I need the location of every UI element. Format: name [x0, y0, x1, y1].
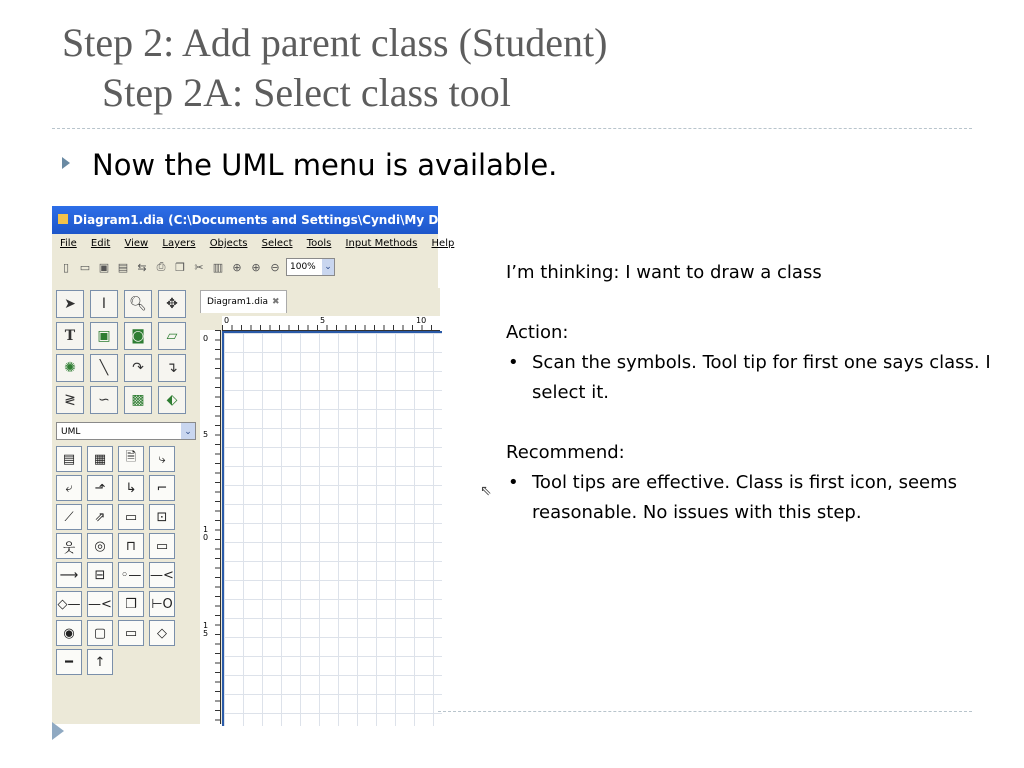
window-titlebar[interactable] [52, 206, 492, 234]
component-icon[interactable]: ⟶ [56, 562, 82, 588]
activity-icon[interactable]: ❒ [118, 591, 144, 617]
action-label: Action: [506, 322, 569, 343]
beziergon-icon[interactable]: ✺ [56, 354, 84, 382]
main-toolbar [52, 254, 438, 280]
image-icon[interactable]: ▩ [124, 386, 152, 414]
action-item: • Scan the symbols. Tool tip for first one says class. I select it. [506, 348, 996, 408]
classicon-icon[interactable]: —< [149, 562, 175, 588]
note-icon[interactable]: 🗎 [118, 446, 144, 472]
cut-icon[interactable]: ✂ [194, 260, 204, 274]
ellipse-icon[interactable]: ◙ [124, 322, 152, 350]
title-divider [52, 128, 972, 129]
paste-icon[interactable]: ▥ [212, 260, 224, 274]
arrow-icon[interactable]: ➤ [56, 290, 84, 318]
save-as-icon[interactable]: ▤ [117, 260, 129, 274]
tab-label: Diagram1.dia [207, 297, 268, 307]
diamond-icon[interactable]: ◇ [149, 620, 175, 646]
zoom-value: 100% [290, 262, 316, 272]
thinking-text: I’m thinking: I want to draw a class [506, 262, 822, 283]
tab-diagram1[interactable] [200, 290, 287, 313]
recommend-item: • Tool tips are effective. Class is first icon, seems reasonable. No issues with this step. [506, 468, 996, 528]
notes-panel [506, 258, 996, 528]
template-class-icon[interactable]: ▦ [87, 446, 113, 472]
diagram-canvas[interactable] [222, 331, 442, 726]
state-icon[interactable]: ◇— [56, 591, 82, 617]
export-icon[interactable]: ⇆ [137, 260, 147, 274]
menu-view[interactable]: View [124, 238, 149, 249]
magnify-icon[interactable]: 🔍︎ [124, 290, 152, 318]
menu-layers[interactable]: Layers [162, 238, 196, 249]
bezier-icon[interactable]: ∽ [90, 386, 118, 414]
corner-arrow-icon [52, 722, 64, 740]
menu-help[interactable]: Help [431, 238, 455, 249]
arc-icon[interactable]: ↷ [124, 354, 152, 382]
dependency-icon[interactable]: ⤷ [149, 446, 175, 472]
zoom-in-icon[interactable]: ⊕ [251, 260, 261, 274]
actor-icon[interactable]: ⊡ [149, 504, 175, 530]
close-icon[interactable]: ✖ [271, 297, 280, 307]
ruler-h-0: 0 [224, 316, 230, 325]
bullet-text: Now the UML menu is available. [92, 148, 558, 182]
menu-edit[interactable]: Edit [90, 238, 111, 249]
initial-state-icon[interactable]: —< [87, 591, 113, 617]
basic-tools-grid [54, 288, 198, 416]
large-package-icon[interactable]: ▭ [118, 504, 144, 530]
copy-icon[interactable]: ❐ [175, 260, 185, 274]
polygon-icon[interactable]: ▱ [158, 322, 186, 350]
ruler-h-10: 10 [416, 316, 427, 325]
print-icon[interactable]: ⎙ [156, 260, 166, 273]
ruler-v-10: 10 [203, 525, 209, 542]
polyline-icon[interactable]: ≷ [56, 386, 84, 414]
zoom-select[interactable] [286, 258, 335, 276]
small-package-icon[interactable]: ⇗ [87, 504, 113, 530]
association-icon[interactable]: ↳ [118, 475, 144, 501]
bar-icon[interactable]: ━ [56, 649, 82, 675]
open-folder-icon[interactable]: ▭ [79, 260, 91, 274]
menu-bar [52, 234, 455, 254]
node-icon[interactable]: ◦— [118, 562, 144, 588]
branch-icon[interactable]: ◉ [56, 620, 82, 646]
up-arrow-icon[interactable]: ↑ [87, 649, 113, 675]
zigzag-icon[interactable]: ↴ [158, 354, 186, 382]
ruler-ticks [222, 325, 440, 330]
component-feature-icon[interactable]: ⊟ [87, 562, 113, 588]
implements-icon[interactable]: ⌐ [149, 475, 175, 501]
text-icon[interactable]: T [56, 322, 84, 350]
recommend-label: Recommend: [506, 442, 625, 463]
sheet-name: UML [61, 427, 81, 437]
vertical-ruler [200, 330, 221, 724]
dia-window [52, 206, 492, 724]
dia-app-icon [58, 214, 68, 224]
zoom-out-icon[interactable]: ⊖ [270, 260, 280, 274]
line-icon[interactable]: ╲ [90, 354, 118, 382]
title-line-1: Step 2: Add parent class (Student) [62, 20, 608, 65]
fork-icon[interactable]: ⊢O [149, 591, 175, 617]
usecase-icon[interactable]: 웃 [56, 533, 82, 559]
main-bullet [62, 148, 557, 182]
menu-select[interactable]: Select [261, 238, 293, 249]
text-cursor-icon[interactable]: I [90, 290, 118, 318]
save-icon[interactable]: ▣ [98, 260, 110, 274]
chevron-down-icon: ⌄ [181, 423, 195, 439]
ruler-h-5: 5 [320, 316, 326, 325]
menu-objects[interactable]: Objects [209, 238, 248, 249]
lifeline-icon[interactable]: ◎ [87, 533, 113, 559]
title-line-2: Step 2A: Select class tool [102, 70, 511, 115]
zoom-fit-icon[interactable]: ⊕ [232, 260, 242, 274]
transition-icon[interactable]: ▢ [87, 620, 113, 646]
menu-input-methods[interactable]: Input Methods [345, 238, 418, 249]
slide-title [62, 18, 607, 118]
ruler-ticks [215, 330, 220, 724]
window-title: Diagram1.dia (C:\Documents and Settings\Cyndi\My Documen [73, 213, 492, 227]
ruler-v-5: 5 [203, 430, 209, 439]
message-icon[interactable]: ▭ [149, 533, 175, 559]
chevron-down-icon: ⌄ [322, 259, 334, 275]
horizontal-ruler [222, 316, 440, 331]
ruler-v-0: 0 [203, 334, 209, 343]
realizes-icon[interactable]: ⤶ [56, 475, 82, 501]
diagram-area [200, 288, 492, 724]
footer-divider [438, 711, 972, 712]
menu-file[interactable]: File [60, 238, 77, 249]
class-icon[interactable]: ▤ [56, 446, 82, 472]
mouse-pointer-icon: ⇖ [480, 483, 492, 499]
bullet-arrow-icon [62, 157, 70, 169]
box-icon[interactable]: ▣ [90, 322, 118, 350]
constraint-icon[interactable]: ⟋ [56, 504, 82, 530]
uml-tools-grid [54, 444, 198, 677]
menu-tools[interactable]: Tools [306, 238, 332, 249]
ruler-v-15: 15 [203, 621, 209, 638]
anchor-icon[interactable]: ▭ [118, 620, 144, 646]
toolbox [54, 288, 198, 677]
object-icon[interactable]: ⊓ [118, 533, 144, 559]
move-icon[interactable]: ✥ [158, 290, 186, 318]
outline-icon[interactable]: ⬖ [158, 386, 186, 414]
sheet-selector[interactable] [56, 422, 196, 440]
generalization-icon[interactable]: ⬏ [87, 475, 113, 501]
new-file-icon[interactable]: ▯ [62, 260, 70, 274]
